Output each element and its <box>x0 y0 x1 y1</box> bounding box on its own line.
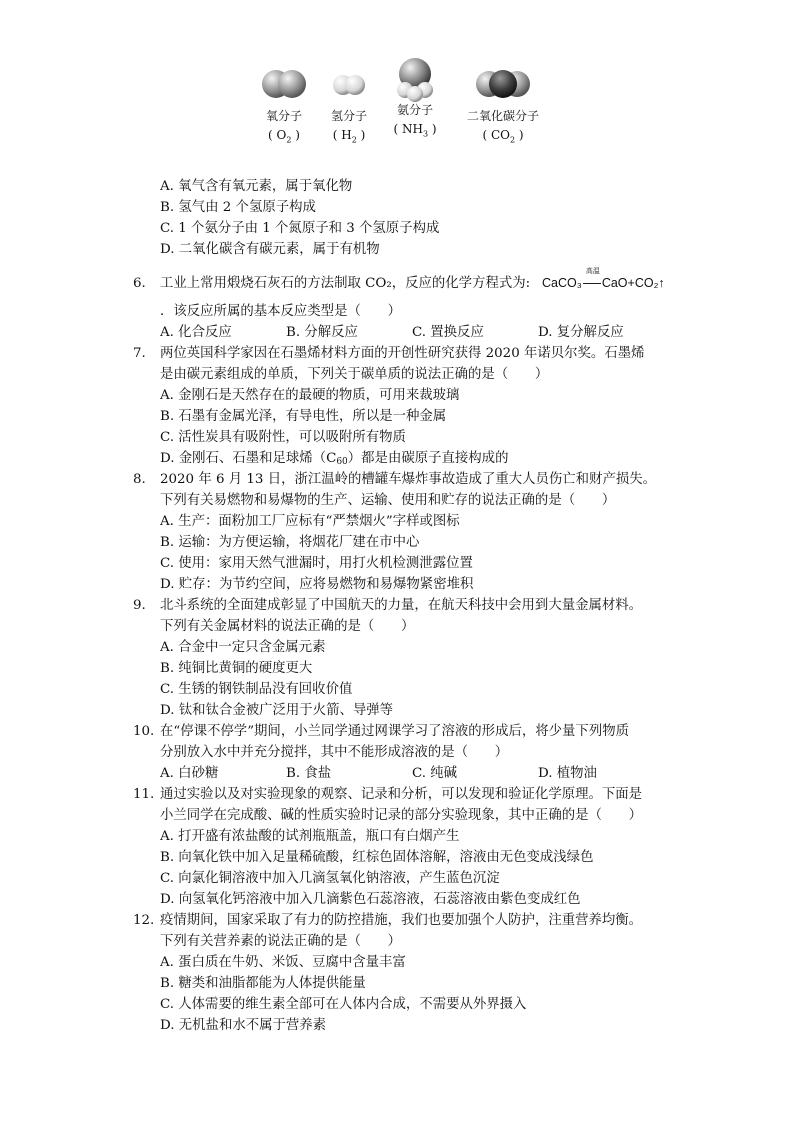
q8-option-a: A. 生产：面粉加工厂应标有“严禁烟火”字样或图标 <box>160 514 460 529</box>
q8-stem: 2020 年 6 月 13 日，浙江温岭的槽罐车爆炸事故造成了重大人员伤亡和财产损失。 <box>160 472 657 487</box>
q10-option-d: D. 植物油 <box>538 766 597 781</box>
equation-products: CaO+CO₂↑ <box>601 276 665 290</box>
q11-option-c: C. 向氯化铜溶液中加入几滴氢氧化钠溶液，产生蓝色沉淀 <box>160 871 500 886</box>
q11-stem: 通过实验以及对实验现象的观察、记录和分析，可以发现和验证化学原理。下面是 <box>160 787 643 802</box>
q9-stem-2: 下列有关金属材料的说法正确的是（ ） <box>160 619 415 634</box>
q12-stem-2: 下列有关营养素的说法正确的是（ ） <box>160 934 402 949</box>
q7-option-a: A. 金刚石是天然存在的最硬的物质，可用来裁玻璃 <box>160 388 460 403</box>
q6-stem-2: ．该反应所属的基本反应类型是（ ） <box>160 304 402 319</box>
equation-reactant: CaCO₃ <box>542 276 582 290</box>
q6-option-c: C. 置换反应 <box>412 325 484 340</box>
hydrogen-molecule-icon <box>327 62 371 102</box>
q10-option-a: A. 白砂糖 <box>160 766 219 781</box>
q10-options <box>160 765 680 783</box>
oxygen-molecule-icon <box>256 62 312 102</box>
q6-options <box>160 324 680 342</box>
q8-stem-2: 下列有关易燃物和易爆物的生产、运输、使用和贮存的说法正确的是（ ） <box>160 493 616 508</box>
q12-number: 12. <box>133 913 155 928</box>
q7-option-c: C. 活性炭具有吸附性，可以吸附所有物质 <box>160 430 406 445</box>
q12-option-c: C. 人体需要的维生素全部可在人体内合成，不需要从外界摄入 <box>160 997 527 1012</box>
q12-option-a: A. 蛋白质在牛奶、米饭、豆腐中含量丰富 <box>160 955 406 970</box>
molecule-nh3 <box>382 62 448 142</box>
q10-option-b: B. 食盐 <box>286 766 332 781</box>
q9-option-b: B. 纯铜比黄铜的硬度更大 <box>160 661 313 676</box>
molecule-formula: ( $H_2$ ) <box>332 128 366 145</box>
q8-option-b: B. 运输：为方便运输，将烟花厂建在市中心 <box>160 535 420 550</box>
q9-option-d: D. 钛和钛合金被广泛用于火箭、导弹等 <box>160 703 394 718</box>
q10-stem: 在“停课不停学”期间，小兰同学通过网课学习了溶液的形成后，将少量下列物质 <box>160 724 629 739</box>
q12-option-d: D. 无机盐和水不属于营养素 <box>160 1018 327 1033</box>
q7-stem: 两位英国科学家因在石墨烯材料方面的开创性研究获得 2020 年诺贝尔奖。石墨烯 <box>160 346 645 361</box>
q9-number: 9. <box>133 598 146 613</box>
molecule-name: 氧分子 <box>265 109 302 123</box>
q8-number: 8. <box>133 472 146 487</box>
molecule-formula: ( $O_2$ ) <box>268 128 300 145</box>
molecule-co2 <box>453 62 553 148</box>
q6-option-b: B. 分解反应 <box>286 325 358 340</box>
q11-option-a: A. 打开盛有浓盐酸的试剂瓶瓶盖，瓶口有白烟产生 <box>160 829 460 844</box>
q5-option-b: B. 氢气由 2 个氢原子构成 <box>160 200 316 215</box>
q9-option-a: A. 合金中一定只含金属元素 <box>160 640 326 655</box>
q7-option-b: B. 石墨有金属光泽，有导电性，所以是一种金属 <box>160 409 447 424</box>
carbon-dioxide-molecule-icon <box>472 62 534 102</box>
q5-option-a: A. 氧气含有氧元素，属于氧化物 <box>160 179 353 194</box>
q5-option-c: C. 1 个氨分子由 1 个氮原子和 3 个氢原子构成 <box>160 221 440 236</box>
q10-number: 10. <box>133 724 155 739</box>
q6-option-a: A. 化合反应 <box>160 325 232 340</box>
equation-condition: 高温 <box>585 268 600 275</box>
q5-option-d: D. 二氧化碳含有碳元素，属于有机物 <box>160 242 380 257</box>
molecule-name: 氢分子 <box>330 109 367 123</box>
molecule-formula: ( $NH_3$ ) <box>393 122 437 139</box>
q11-stem-2: 小兰同学在完成酸、碱的性质实验时记录的部分实验现象，其中正确的是（ ） <box>160 808 643 823</box>
q6-option-d: D. 复分解反应 <box>538 325 624 340</box>
q9-stem: 北斗系统的全面建成彰显了中国航天的力量，在航天科技中会用到大量金属材料。 <box>160 598 643 613</box>
q6-equation <box>542 268 665 290</box>
molecule-name: 二氧化碳分子 <box>466 109 539 123</box>
q7-stem-2: 是由碳元素组成的单质，下列关于碳单质的说法正确的是（ ） <box>160 367 549 382</box>
ammonia-molecule-icon <box>391 56 439 102</box>
q7-option-d: D. 金刚石、石墨和足球烯（C60）都是由碳原子直接构成的 <box>160 451 509 467</box>
q11-option-d: D. 向氢氧化钙溶液中加入几滴紫色石蕊溶液，石蕊溶液由紫色变成红色 <box>160 892 581 907</box>
q8-option-c: C. 使用：家用天然气泄漏时，用打火机检测泄露位置 <box>160 556 473 571</box>
molecule-formula: ( $CO_2$ ) <box>482 128 524 145</box>
q8-option-d: D. 贮存：为节约空间，应将易燃物和易爆物紧密堆积 <box>160 577 474 592</box>
q6-number: 6. <box>133 276 146 291</box>
molecule-h2 <box>316 62 382 148</box>
molecule-o2 <box>248 62 320 148</box>
q12-option-b: B. 糖类和油脂都能为人体提供能量 <box>160 976 366 991</box>
q6-stem: 工业上常用煅烧石灰石的方法制取 CO₂，反应的化学方程式为: <box>160 276 531 291</box>
q12-stem: 疫情期间，国家采取了有力的防控措施，我们也要加强个人防护，注重营养均衡。 <box>160 913 643 928</box>
q7-number: 7. <box>133 346 146 361</box>
equation-arrow <box>582 268 602 290</box>
q11-option-b: B. 向氧化铁中加入足量稀硫酸，红棕色固体溶解，溶液由无色变成浅绿色 <box>160 850 594 865</box>
molecule-name: 氨分子 <box>396 103 433 117</box>
q10-stem-2: 分别放入水中并充分搅拌，其中不能形成溶液的是（ ） <box>160 745 509 760</box>
q11-number: 11. <box>133 787 155 802</box>
molecule-figure <box>248 62 558 157</box>
q9-option-c: C. 生锈的钢铁制品没有回收价值 <box>160 682 353 697</box>
q10-option-c: C. 纯碱 <box>412 766 458 781</box>
